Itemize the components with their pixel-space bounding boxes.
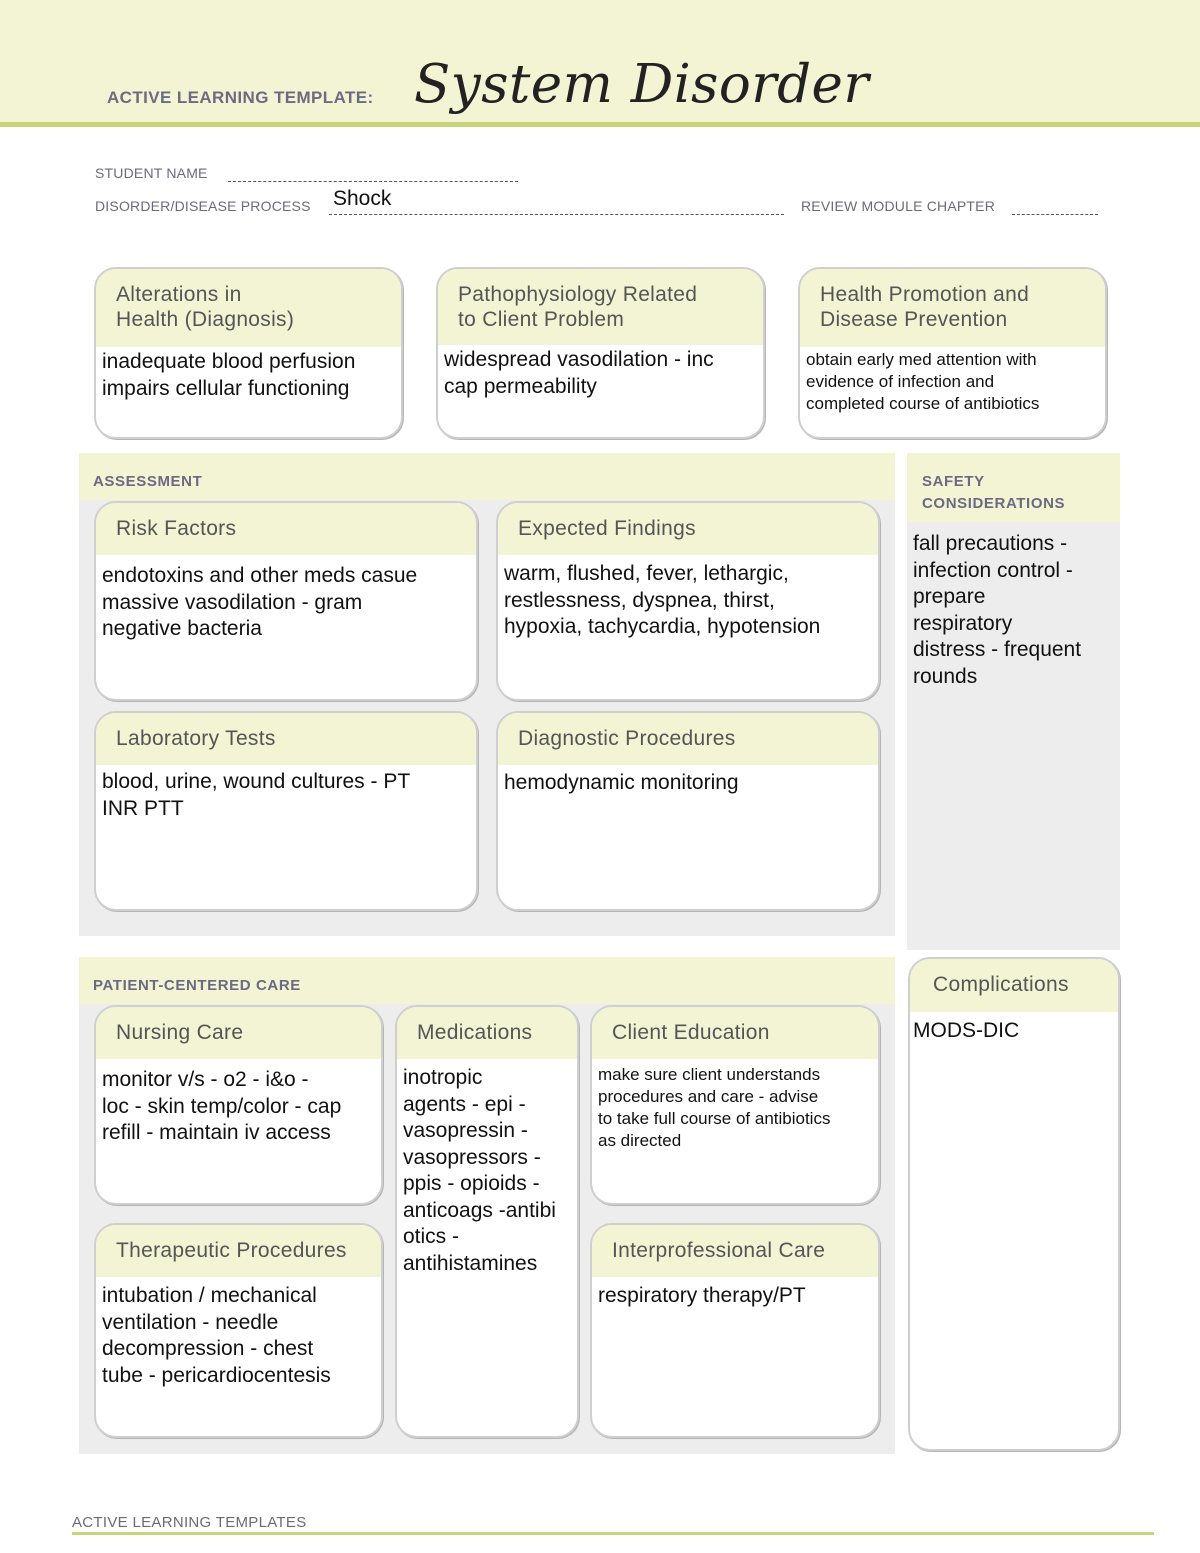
risk-factors-box [94, 501, 478, 701]
therapeutic-procedures-box [94, 1223, 383, 1438]
review-module-label: REVIEW MODULE CHAPTER [801, 198, 995, 214]
medications-content[interactable]: inotropic agents - epi - vasopressin - vasopressors - ppis - opioids - anticoags -antibi otics - antihistamines [403, 1066, 556, 1275]
interprofessional-care-title: Interprofessional Care [592, 1225, 878, 1277]
complications-title: Complications [910, 959, 1118, 1012]
page-title: System Disorder [414, 54, 870, 115]
interprofessional-care-box [590, 1223, 880, 1438]
nursing-care-title: Nursing Care [96, 1007, 381, 1059]
footer-label: ACTIVE LEARNING TEMPLATES [72, 1514, 307, 1531]
nursing-care-box [94, 1005, 383, 1205]
laboratory-tests-content[interactable]: blood, urine, wound cultures - PT INR PTT [102, 770, 411, 820]
footer-rule [72, 1532, 1154, 1535]
expected-findings-title: Expected Findings [498, 503, 878, 555]
pathophysiology-content[interactable]: widespread vasodilation - inc cap permeability [444, 348, 714, 398]
therapeutic-procedures-title: Therapeutic Procedures [96, 1225, 381, 1277]
client-education-box [590, 1005, 880, 1205]
disorder-label: DISORDER/DISEASE PROCESS [95, 198, 311, 214]
health-promotion-title: Health Promotion and Disease Prevention [800, 269, 1105, 347]
patient-centered-care-label: PATIENT-CENTERED CARE [93, 977, 301, 994]
alterations-title: Alterations in Health (Diagnosis) [96, 269, 401, 347]
risk-factors-content[interactable]: endotoxins and other meds casue massive vasodilation - gram negative bacteria [102, 564, 418, 640]
interprofessional-care-content[interactable]: respiratory therapy/PT [598, 1284, 806, 1307]
complications-content[interactable]: MODS-DIC [913, 1019, 1020, 1042]
safety-label: SAFETY CONSIDERATIONS [922, 473, 1066, 512]
client-education-content[interactable]: make sure client understands procedures and care - advise to take full course of antibiotics as directed [598, 1065, 831, 1150]
health-promotion-content[interactable]: obtain early med attention with evidence of infection and completed course of antibiotics [806, 350, 1040, 413]
medications-box [395, 1005, 579, 1438]
diagnostic-procedures-title: Diagnostic Procedures [498, 713, 878, 765]
template-label: ACTIVE LEARNING TEMPLATE: [107, 88, 374, 107]
expected-findings-box [496, 501, 880, 701]
review-module-field[interactable] [1012, 214, 1098, 215]
client-education-title: Client Education [592, 1007, 878, 1059]
medications-title: Medications [397, 1007, 577, 1059]
alterations-box [94, 267, 403, 439]
laboratory-tests-title: Laboratory Tests [96, 713, 476, 765]
health-promotion-box [798, 267, 1107, 439]
alterations-content[interactable]: inadequate blood perfusion impairs cellular functioning [102, 350, 356, 400]
diagnostic-procedures-box [496, 711, 880, 911]
student-name-label: STUDENT NAME [95, 165, 208, 181]
safety-content[interactable]: fall precautions - infection control - prepare respiratory distress - frequent rounds [913, 532, 1082, 688]
assessment-label: ASSESSMENT [93, 473, 203, 490]
pathophysiology-box [436, 267, 765, 439]
risk-factors-title: Risk Factors [96, 503, 476, 555]
disorder-value: Shock [333, 187, 392, 210]
laboratory-tests-box [94, 711, 478, 911]
therapeutic-procedures-content[interactable]: intubation / mechanical ventilation - needle decompression - chest tube - pericardiocentesis [102, 1284, 331, 1387]
header-rule [0, 122, 1200, 127]
student-name-field[interactable] [228, 181, 518, 182]
pathophysiology-title: Pathophysiology Related to Client Problem [438, 269, 763, 345]
expected-findings-content[interactable]: warm, flushed, fever, lethargic, restlessness, dyspnea, thirst, hypoxia, tachycardia, hypotension [504, 562, 821, 638]
disorder-field[interactable] [329, 214, 784, 215]
safety-panel [907, 453, 1120, 950]
diagnostic-procedures-content[interactable]: hemodynamic monitoring [504, 771, 739, 794]
nursing-care-content[interactable]: monitor v/s - o2 - i&o - loc - skin temp/color - cap refill - maintain iv access [102, 1068, 342, 1144]
complications-box [908, 957, 1120, 1451]
